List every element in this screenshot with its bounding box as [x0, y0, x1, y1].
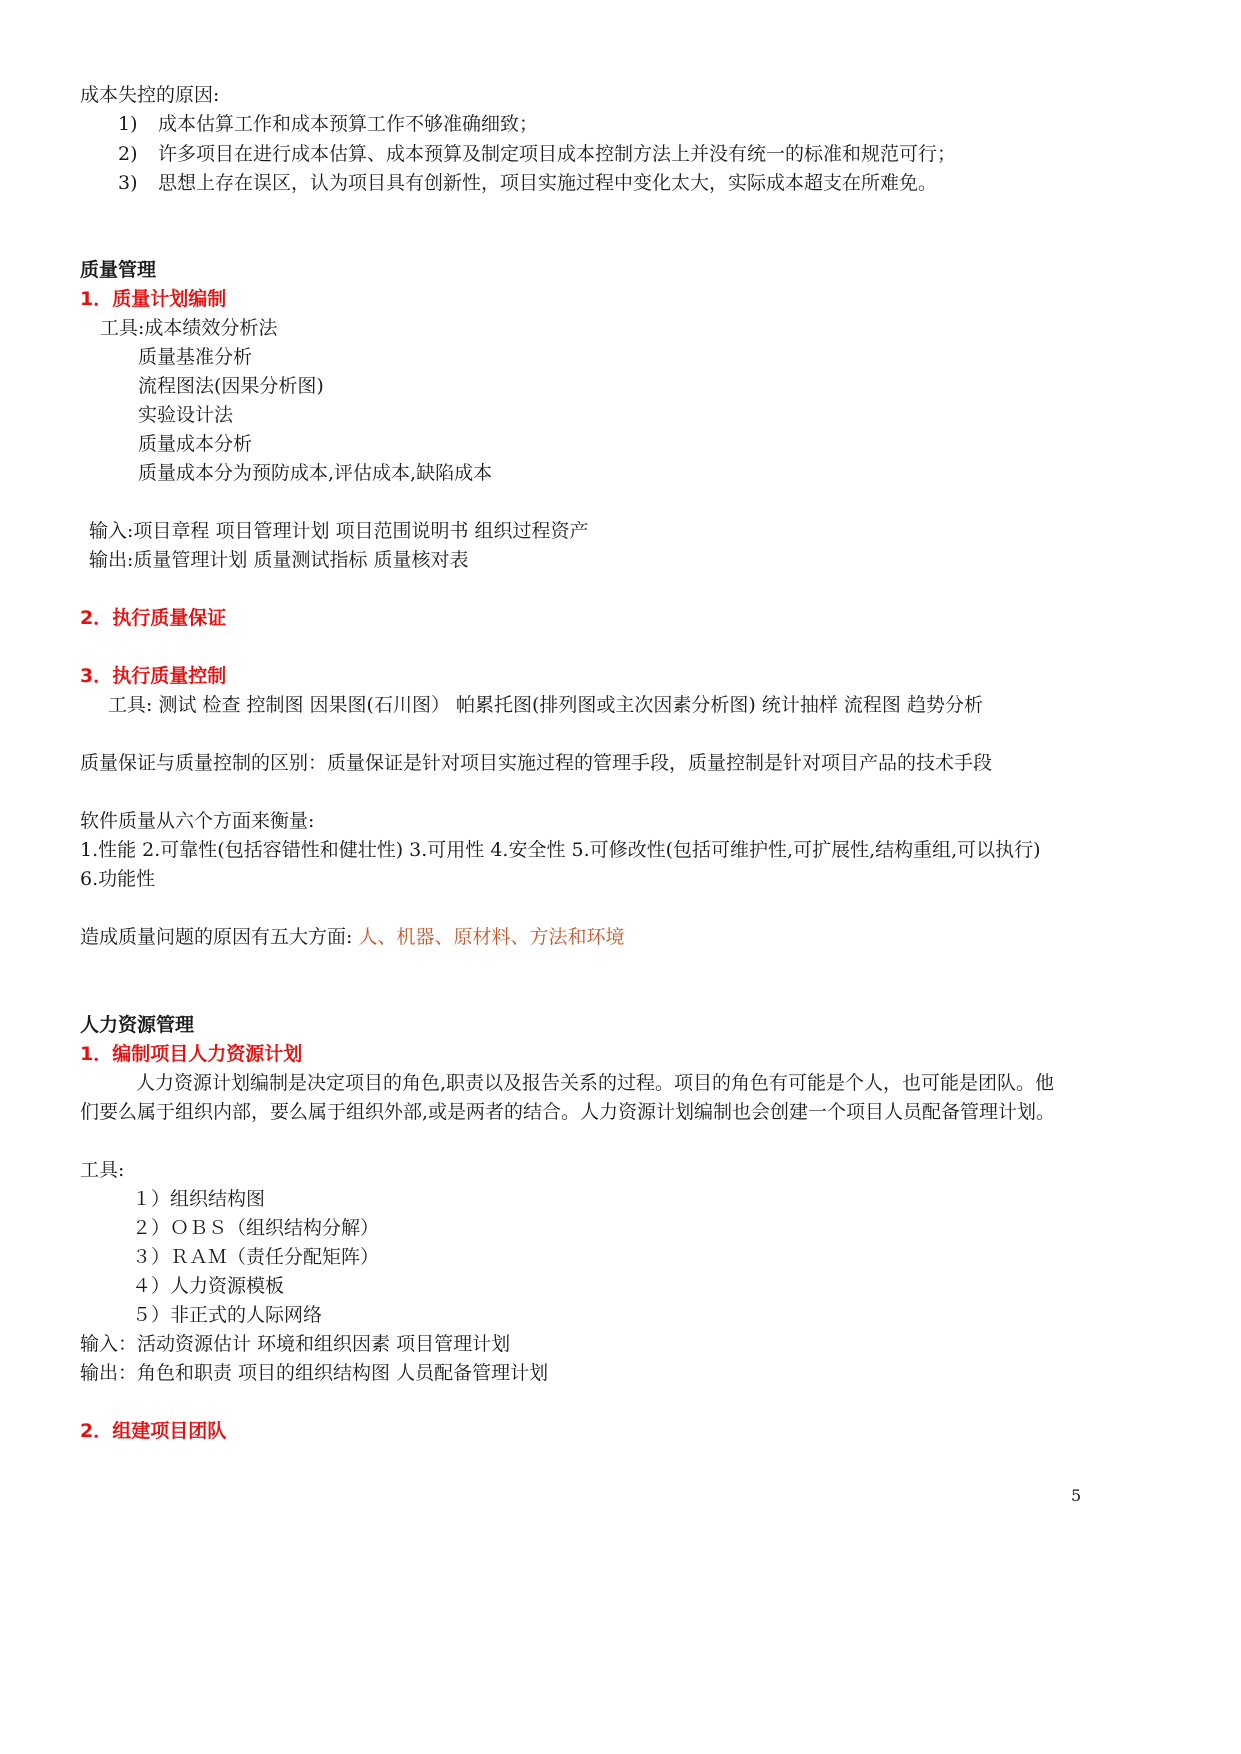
quality-section-1-title: 1．质量计划编制	[80, 288, 227, 310]
cost-heading: 成本失控的原因:	[80, 84, 220, 106]
quality-input: 输入:项目章程 项目管理计划 项目范围说明书 组织过程资产	[89, 520, 589, 542]
hr-tool-item: ５）非正式的人际网络	[132, 1304, 323, 1326]
hr-tools-heading: 工具:	[80, 1159, 125, 1181]
quality-tool-item: 实验设计法	[138, 404, 234, 426]
page-number: 5	[1071, 1486, 1082, 1505]
hr-tool-item: ４）人力资源模板	[132, 1275, 285, 1297]
cost-item-1	[118, 111, 538, 137]
quality-title: 质量管理	[80, 259, 157, 281]
quality-tool-item: 流程图法(因果分析图)	[138, 375, 324, 397]
hr-paragraph-line-2: 们要么属于组织内部，要么属于组织外部,或是两者的结合。人力资源计划编制也会创建一个项目人员配备管理计划。	[80, 1101, 1056, 1123]
cost-item-1-num: 1)	[118, 113, 138, 135]
hr-paragraph-line-1: 人力资源计划编制是决定项目的角色,职责以及报告关系的过程。项目的角色有可能是个人，也可能是团队。他	[136, 1072, 1055, 1094]
cost-item-3	[118, 170, 937, 196]
hr-input: 输入：活动资源估计 环境和组织因素 项目管理计划	[80, 1333, 511, 1355]
software-quality-line-1: 1.性能 2.可靠性(包括容错性和健壮性) 3.可用性 4.安全性 5.可修改性(包括可维护性,可扩展性,结构重组,可以执行)	[80, 839, 1041, 861]
software-quality-heading: 软件质量从六个方面来衡量:	[80, 810, 315, 832]
cost-item-2-text: 许多项目在进行成本估算、成本预算及制定项目成本控制方法上并没有统一的标准和规范可行；	[158, 143, 957, 165]
hr-title: 人力资源管理	[80, 1014, 195, 1036]
cost-item-3-num: 3)	[118, 172, 138, 194]
cost-item-3-text: 思想上存在误区，认为项目具有创新性，项目实施过程中变化太大，实际成本超支在所难免。	[158, 172, 938, 194]
hr-tool-item: ３）ＲＡＭ（责任分配矩阵）	[132, 1246, 380, 1268]
quality-tool-item: 质量基准分析	[138, 346, 253, 368]
quality-section-3-title: 3．执行质量控制	[80, 665, 227, 687]
quality-causes	[80, 924, 624, 950]
software-quality-line-2: 6.功能性	[80, 868, 156, 890]
hr-tool-item: １）组织结构图	[132, 1188, 266, 1210]
quality-section-2-title: 2．执行质量保证	[80, 607, 227, 629]
hr-tool-item: ２）ＯＢＳ（组织结构分解）	[132, 1217, 380, 1239]
quality-tool-item: 质量成本分为预防成本,评估成本,缺陷成本	[138, 462, 493, 484]
quality-causes-prefix: 造成质量问题的原因有五大方面:	[80, 926, 359, 948]
quality-tool-item: 质量成本分析	[138, 433, 253, 455]
quality-causes-value: 人、机器、原材料、方法和环境	[358, 926, 625, 948]
quality-difference: 质量保证与质量控制的区别：质量保证是针对项目实施过程的管理手段，质量控制是针对项目产品的技术手段	[80, 752, 993, 774]
hr-section-1-title: 1．编制项目人力资源计划	[80, 1043, 303, 1065]
quality-control-tools: 工具: 测试 检查 控制图 因果图(石川图） 帕累托图(排列图或主次因素分析图) 统计抽样 流程图 趋势分析	[108, 694, 983, 716]
hr-section-2-title: 2．组建项目团队	[80, 1420, 227, 1442]
cost-item-2-num: 2)	[118, 143, 138, 165]
cost-item-1-text: 成本估算工作和成本预算工作不够准确细致；	[158, 113, 539, 135]
hr-output: 输出：角色和职责 项目的组织结构图 人员配备管理计划	[80, 1362, 549, 1384]
quality-tools-line: 工具:成本绩效分析法	[100, 317, 278, 339]
quality-output: 输出:质量管理计划 质量测试指标 质量核对表	[89, 549, 469, 571]
cost-item-2	[118, 141, 956, 167]
